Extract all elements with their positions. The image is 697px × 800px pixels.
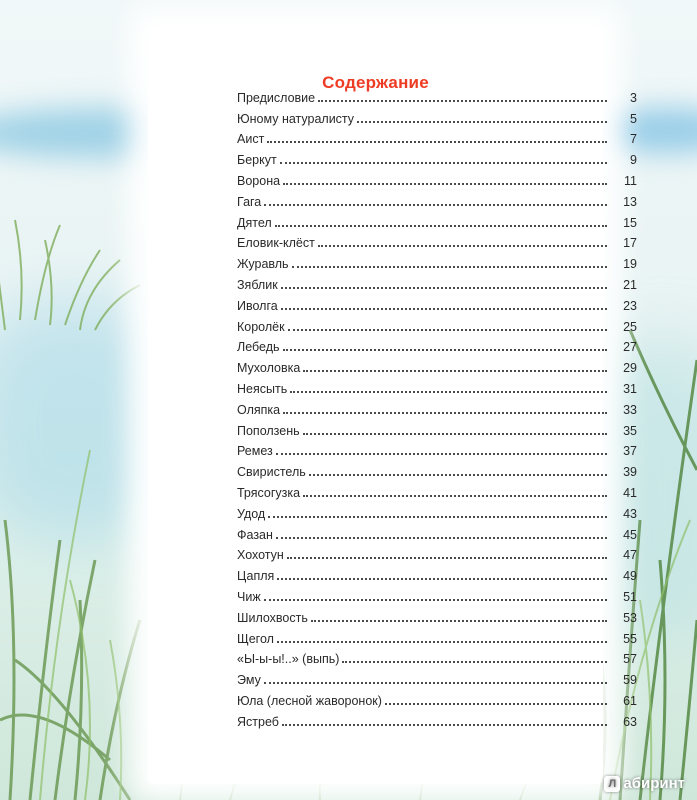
toc-entry	[237, 417, 637, 438]
toc-entry-label: Ястреб	[237, 714, 279, 729]
toc-dot-leader	[281, 287, 607, 289]
toc-entry	[237, 479, 637, 500]
toc-entry	[237, 188, 637, 209]
toc-dot-leader	[267, 141, 607, 143]
toc-dot-leader	[385, 703, 607, 705]
toc-entry-page-number: 59	[623, 673, 637, 688]
toc-entry	[237, 604, 637, 625]
toc-entry	[237, 687, 637, 708]
toc-entry-label: Свиристель	[237, 465, 306, 480]
toc-dot-leader	[281, 308, 607, 310]
toc-entry-label: Юному натуралисту	[237, 111, 355, 126]
toc-entry-label: Предисловие	[237, 90, 316, 105]
toc-entry-label: Хохотун	[237, 548, 284, 563]
toc-dot-leader	[303, 495, 607, 497]
toc-entry-page-number: 37	[623, 444, 637, 459]
toc-dot-leader	[303, 370, 607, 372]
toc-entry-label: Щегол	[237, 631, 274, 646]
toc-dot-leader	[283, 412, 607, 414]
toc-entry-page-number: 31	[623, 381, 637, 396]
toc-dot-leader	[268, 516, 607, 518]
toc-entry-page-number: 9	[630, 153, 637, 168]
toc-entry	[237, 583, 637, 604]
toc-entry-label: Беркут	[237, 153, 277, 168]
watermark-text: абиринт	[623, 775, 685, 792]
toc-entry	[237, 708, 637, 729]
toc-entry-label: Чиж	[237, 589, 261, 604]
toc-entry-label: Трясогузка	[237, 485, 301, 500]
toc-entry-label: Фазан	[237, 527, 273, 542]
toc-entry-label: Королёк	[237, 319, 285, 334]
toc-entry	[237, 84, 637, 105]
toc-dot-leader	[277, 578, 607, 580]
toc-entry-label: Лебедь	[237, 340, 280, 355]
toc-entry-label: Юла (лесной жаворонок)	[237, 693, 382, 708]
toc-entry-label: Аист	[237, 132, 265, 147]
toc-entry-label: Неясыть	[237, 381, 288, 396]
toc-entry-page-number: 45	[623, 527, 637, 542]
toc-entry-label: Оляпка	[237, 402, 281, 417]
toc-dot-leader	[275, 225, 607, 227]
toc-entry-label: Цапля	[237, 569, 275, 584]
toc-dot-leader	[318, 100, 607, 102]
toc-entry-label: Иволга	[237, 298, 278, 313]
toc-entry-page-number: 49	[623, 569, 637, 584]
toc-entry-page-number: 27	[623, 340, 637, 355]
toc-entry	[237, 209, 637, 230]
toc-entry	[237, 250, 637, 271]
toc-entry-label: Журавль	[237, 257, 289, 272]
toc-entry	[237, 500, 637, 521]
toc-dot-leader	[283, 183, 607, 185]
toc-entry-page-number: 57	[623, 652, 637, 667]
toc-entry-page-number: 51	[623, 589, 637, 604]
table-of-contents-page	[148, 26, 637, 784]
toc-entry	[237, 562, 637, 583]
toc-entry-page-number: 5	[630, 111, 637, 126]
toc-entry-page-number: 25	[623, 319, 637, 334]
toc-entry-page-number: 13	[623, 194, 637, 209]
toc-entry-label: Дятел	[237, 215, 272, 230]
toc-dot-leader	[276, 537, 607, 539]
toc-entry-label: Удод	[237, 506, 266, 521]
toc-entry-label: Эму	[237, 673, 261, 688]
toc-entry	[237, 167, 637, 188]
toc-entry-label: Мухоловка	[237, 361, 301, 376]
toc-entry	[237, 126, 637, 147]
toc-dot-leader	[264, 599, 607, 601]
toc-entry-label: Поползень	[237, 423, 300, 438]
toc-dot-leader	[342, 661, 607, 663]
toc-entry-label: Шилохвость	[237, 610, 308, 625]
toc-entry-page-number: 3	[630, 90, 637, 105]
toc-entry	[237, 542, 637, 563]
toc-dot-leader	[276, 453, 607, 455]
toc-entry	[237, 292, 637, 313]
toc-dot-leader	[282, 724, 607, 726]
toc-entry-page-number: 53	[623, 610, 637, 625]
labirint-logo-icon: Л	[604, 776, 620, 792]
toc-entry-page-number: 29	[623, 361, 637, 376]
toc-dot-leader	[264, 204, 607, 206]
toc-entry	[237, 521, 637, 542]
toc-dot-leader	[287, 557, 607, 559]
toc-entry	[237, 375, 637, 396]
toc-entry-page-number: 19	[623, 257, 637, 272]
toc-entry-label: «Ы-ы-ы!..» (выпь)	[237, 652, 340, 667]
toc-entry-page-number: 21	[623, 277, 637, 292]
toc-entry-page-number: 15	[623, 215, 637, 230]
toc-entry-page-number: 47	[623, 548, 637, 563]
toc-entry-label: Гага	[237, 194, 262, 209]
toc-dot-leader	[290, 391, 607, 393]
toc-dot-leader	[280, 162, 607, 164]
toc-entry-label: Ремез	[237, 444, 273, 459]
toc-entry	[237, 458, 637, 479]
toc-entry	[237, 396, 637, 417]
toc-entry-page-number: 63	[623, 714, 637, 729]
labirint-watermark	[604, 775, 685, 792]
toc-dot-leader	[318, 245, 607, 247]
toc-dot-leader	[288, 329, 607, 331]
toc-entry-page-number: 43	[623, 506, 637, 521]
toc-entry-page-number: 41	[623, 485, 637, 500]
page-title: Содержание	[322, 73, 429, 92]
toc-entry	[237, 105, 637, 126]
toc-entry	[237, 666, 637, 687]
toc-entry-label: Ворона	[237, 173, 281, 188]
toc-entry	[237, 646, 637, 667]
toc-entry	[237, 230, 637, 251]
toc-entry-page-number: 11	[624, 173, 637, 188]
toc-entry	[237, 146, 637, 167]
toc-entry-page-number: 23	[623, 298, 637, 313]
toc-entry	[237, 354, 637, 375]
toc-entry	[237, 438, 637, 459]
toc-dot-leader	[283, 349, 607, 351]
toc-entry-label: Еловик-клёст	[237, 236, 315, 251]
toc-entry-page-number: 55	[623, 631, 637, 646]
toc-entry-label: Зяблик	[237, 277, 278, 292]
toc-entry-page-number: 39	[623, 465, 637, 480]
toc-dot-leader	[309, 474, 607, 476]
toc-entry	[237, 313, 637, 334]
toc-dot-leader	[277, 641, 607, 643]
toc-entry-page-number: 17	[623, 236, 637, 251]
toc-entry-page-number: 7	[630, 132, 637, 147]
toc-entry	[237, 271, 637, 292]
toc-dot-leader	[292, 266, 607, 268]
toc-entry-page-number: 35	[623, 423, 637, 438]
toc-dot-leader	[303, 433, 607, 435]
toc-list	[237, 84, 637, 729]
toc-entry-page-number: 33	[623, 402, 637, 417]
toc-dot-leader	[311, 620, 607, 622]
toc-dot-leader	[264, 682, 607, 684]
toc-entry-page-number: 61	[623, 693, 637, 708]
toc-dot-leader	[357, 121, 607, 123]
toc-entry	[237, 334, 637, 355]
toc-entry	[237, 625, 637, 646]
